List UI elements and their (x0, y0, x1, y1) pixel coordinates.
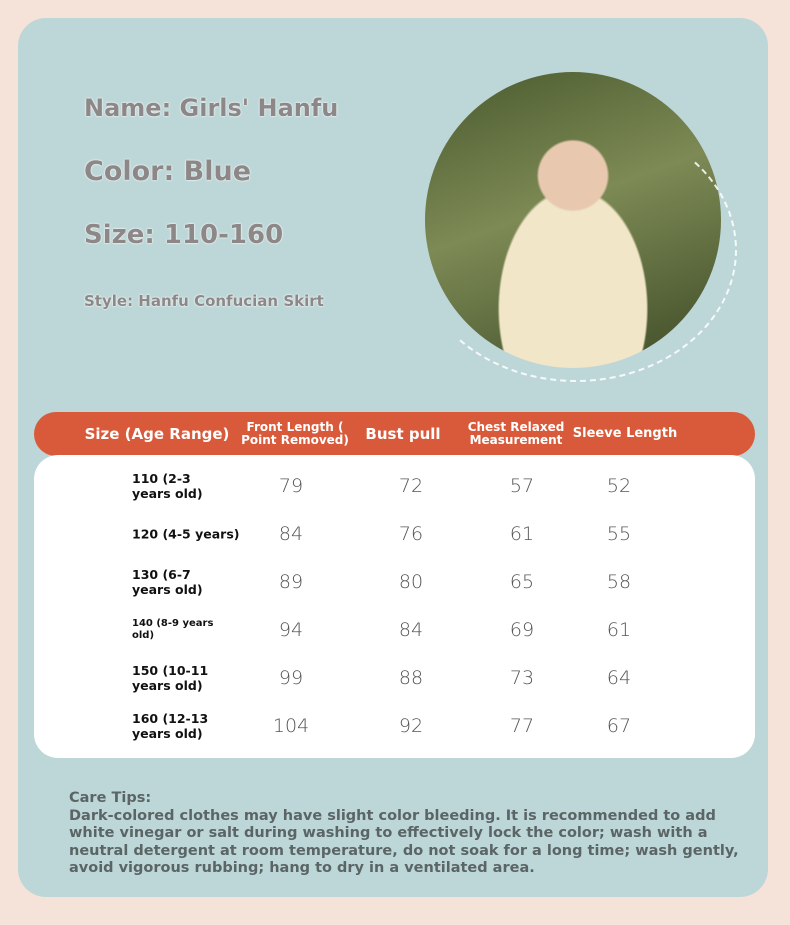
product-color: Color: Blue (84, 156, 252, 187)
table-row (34, 510, 755, 558)
size-label: 120 (4-5 years) (132, 526, 240, 542)
decorative-dashed-arc (415, 118, 737, 382)
care-tips-text: Dark-colored clothes may have slight color bleeding. It is recommended to add white vinegar or salt during washing to effectively lock the color; wash with a neutral detergent at room temperature, do not soak for a long time; wash gently, avoid vigorous rubbing; hang to dry in a ventilated area. (69, 807, 739, 876)
sleeve-value: 52 (606, 475, 632, 497)
bust-value: 92 (398, 715, 424, 737)
size-label: 110 (2-3 years old) (132, 471, 203, 501)
header-bust: Bust pull (365, 424, 441, 443)
front-value: 99 (278, 667, 304, 689)
front-value: 94 (278, 619, 304, 641)
bust-value: 88 (398, 667, 424, 689)
table-row (34, 654, 755, 702)
bust-value: 80 (398, 571, 424, 593)
care-tips-title: Care Tips: (69, 790, 152, 806)
sleeve-value: 67 (606, 715, 632, 737)
sleeve-value: 64 (606, 667, 632, 689)
product-size: Size: 110-160 (84, 220, 284, 250)
bust-value: 84 (398, 619, 424, 641)
chest-value: 65 (509, 571, 535, 593)
front-value: 104 (272, 715, 310, 737)
product-name: Name: Girls' Hanfu (84, 94, 339, 122)
sleeve-value: 58 (606, 571, 632, 593)
table-row (34, 558, 755, 606)
size-label: 160 (12-13 years old) (132, 711, 209, 741)
size-label: 130 (6-7 years old) (132, 567, 203, 597)
header-front-length: Front Length ( Point Removed) (241, 419, 349, 447)
chest-value: 73 (509, 667, 535, 689)
size-table (34, 455, 755, 758)
sleeve-value: 61 (606, 619, 632, 641)
chest-value: 69 (509, 619, 535, 641)
table-row (34, 702, 755, 750)
bust-value: 76 (398, 523, 424, 545)
chest-value: 77 (509, 715, 535, 737)
table-row (34, 606, 755, 654)
size-label: 150 (10-11 years old) (132, 663, 209, 693)
care-tips (69, 790, 759, 878)
front-value: 89 (278, 571, 304, 593)
chest-value: 57 (509, 475, 535, 497)
header-chest: Chest Relaxed Measurement (467, 419, 565, 447)
header-size: Size (Age Range) (84, 424, 230, 443)
table-row (34, 462, 755, 510)
front-value: 84 (278, 523, 304, 545)
product-style: Style: Hanfu Confucian Skirt (84, 292, 324, 310)
table-header (34, 412, 755, 456)
chest-value: 61 (509, 523, 535, 545)
size-label: 140 (8-9 years old) (132, 618, 214, 641)
header-sleeve: Sleeve Length (572, 425, 678, 441)
sleeve-value: 55 (606, 523, 632, 545)
front-value: 79 (278, 475, 304, 497)
bust-value: 72 (398, 475, 424, 497)
